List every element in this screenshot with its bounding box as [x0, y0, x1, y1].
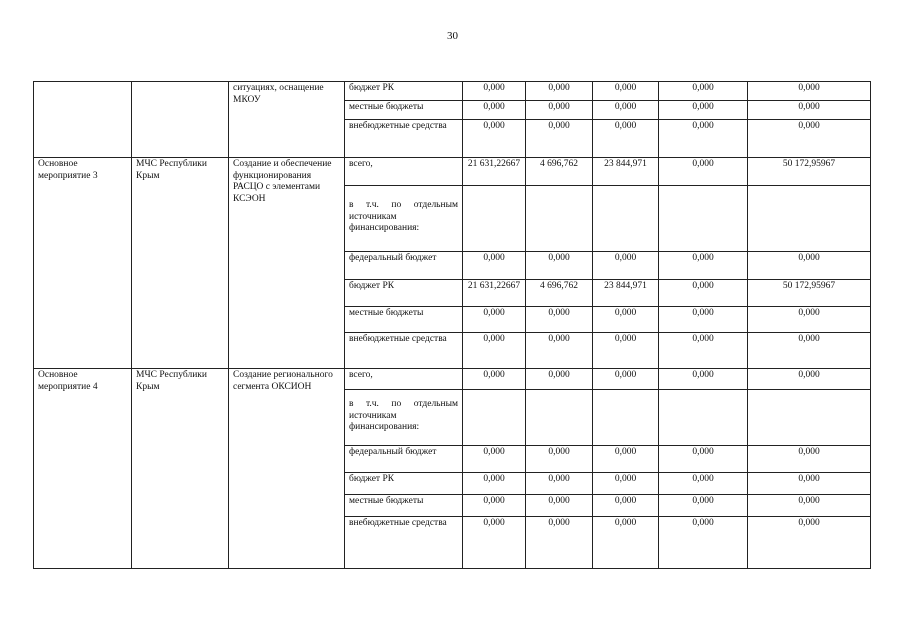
value-cell: 0,000	[748, 101, 871, 120]
event-name-cell: Основное мероприятие 4	[34, 369, 132, 569]
executor-cell	[132, 82, 229, 158]
funding-source-cell: бюджет РК	[345, 280, 463, 307]
value-cell: 0,000	[593, 517, 659, 569]
value-cell: 0,000	[748, 369, 871, 390]
value-cell	[748, 186, 871, 252]
value-cell: 0,000	[463, 473, 526, 495]
funding-source-cell: всего,	[345, 158, 463, 186]
value-cell: 0,000	[463, 82, 526, 101]
value-cell: 0,000	[659, 280, 748, 307]
value-cell: 0,000	[659, 120, 748, 158]
value-cell: 0,000	[659, 446, 748, 473]
table-row	[34, 158, 871, 186]
value-cell: 0,000	[526, 446, 593, 473]
event-name-cell: Основное мероприятие 3	[34, 158, 132, 369]
value-cell: 0,000	[659, 473, 748, 495]
value-cell: 4 696,762	[526, 280, 593, 307]
value-cell: 0,000	[748, 446, 871, 473]
description-cell: Создание и обеспечение функционирования РАСЦО с элементами КСЭОН	[229, 158, 345, 369]
value-cell: 0,000	[526, 120, 593, 158]
value-cell	[659, 390, 748, 446]
value-cell: 0,000	[593, 252, 659, 280]
value-cell: 0,000	[463, 446, 526, 473]
value-cell: 23 844,971	[593, 280, 659, 307]
value-cell: 0,000	[526, 101, 593, 120]
value-cell: 0,000	[748, 495, 871, 517]
value-cell: 0,000	[659, 101, 748, 120]
funding-source-cell: бюджет РК	[345, 473, 463, 495]
description-cell: ситуациях, оснащение МКОУ	[229, 82, 345, 158]
funding-source-cell: местные бюджеты	[345, 495, 463, 517]
value-cell: 0,000	[463, 369, 526, 390]
value-cell: 0,000	[463, 495, 526, 517]
value-cell: 0,000	[463, 252, 526, 280]
value-cell: 0,000	[659, 82, 748, 101]
value-cell: 0,000	[659, 252, 748, 280]
value-cell: 50 172,95967	[748, 280, 871, 307]
value-cell: 21 631,22667	[463, 280, 526, 307]
value-cell: 0,000	[659, 307, 748, 333]
table-row	[34, 369, 871, 390]
value-cell: 0,000	[526, 517, 593, 569]
value-cell: 0,000	[463, 333, 526, 369]
value-cell: 0,000	[593, 307, 659, 333]
value-cell: 0,000	[659, 517, 748, 569]
value-cell: 0,000	[748, 333, 871, 369]
value-cell: 0,000	[463, 517, 526, 569]
table-row	[34, 82, 871, 101]
value-cell: 0,000	[748, 473, 871, 495]
page-number: 30	[447, 30, 458, 42]
executor-cell: МЧС Республики Крым	[132, 158, 229, 369]
value-cell: 0,000	[593, 120, 659, 158]
value-cell: 50 172,95967	[748, 158, 871, 186]
value-cell: 0,000	[526, 252, 593, 280]
value-cell: 0,000	[659, 333, 748, 369]
value-cell: 0,000	[463, 307, 526, 333]
funding-source-cell: бюджет РК	[345, 82, 463, 101]
value-cell: 0,000	[593, 82, 659, 101]
value-cell: 0,000	[526, 495, 593, 517]
description-cell: Создание регионального сегмента ОКСИОН	[229, 369, 345, 569]
funding-source-cell: федеральный бюджет	[345, 446, 463, 473]
value-cell: 0,000	[463, 120, 526, 158]
value-cell: 4 696,762	[526, 158, 593, 186]
funding-source-cell: местные бюджеты	[345, 101, 463, 120]
value-cell: 0,000	[659, 158, 748, 186]
value-cell: 0,000	[526, 473, 593, 495]
value-cell	[593, 390, 659, 446]
value-cell: 0,000	[593, 446, 659, 473]
value-cell	[593, 186, 659, 252]
value-cell: 0,000	[748, 82, 871, 101]
value-cell: 0,000	[593, 473, 659, 495]
value-cell: 0,000	[526, 369, 593, 390]
value-cell	[659, 186, 748, 252]
value-cell: 0,000	[526, 82, 593, 101]
value-cell: 0,000	[593, 495, 659, 517]
value-cell: 0,000	[463, 101, 526, 120]
value-cell: 0,000	[748, 517, 871, 569]
value-cell: 0,000	[593, 101, 659, 120]
funding-source-cell: в т.ч. по отдельным источникам финансирования:	[345, 390, 463, 446]
budget-table	[33, 81, 871, 569]
value-cell: 0,000	[526, 307, 593, 333]
value-cell: 0,000	[748, 120, 871, 158]
value-cell	[526, 186, 593, 252]
value-cell: 23 844,971	[593, 158, 659, 186]
value-cell: 0,000	[748, 307, 871, 333]
event-name-cell	[34, 82, 132, 158]
value-cell	[463, 186, 526, 252]
funding-source-cell: федеральный бюджет	[345, 252, 463, 280]
funding-source-cell: внебюджетные средства	[345, 120, 463, 158]
value-cell	[463, 390, 526, 446]
value-cell: 0,000	[526, 333, 593, 369]
funding-source-cell: в т.ч. по отдельным источникам финансирования:	[345, 186, 463, 252]
funding-source-cell: внебюджетные средства	[345, 517, 463, 569]
value-cell: 0,000	[748, 252, 871, 280]
value-cell	[526, 390, 593, 446]
value-cell: 0,000	[659, 369, 748, 390]
funding-source-cell: местные бюджеты	[345, 307, 463, 333]
value-cell: 0,000	[593, 333, 659, 369]
value-cell: 21 631,22667	[463, 158, 526, 186]
value-cell	[748, 390, 871, 446]
funding-source-cell: всего,	[345, 369, 463, 390]
executor-cell: МЧС Республики Крым	[132, 369, 229, 569]
funding-source-cell: внебюджетные средства	[345, 333, 463, 369]
value-cell: 0,000	[593, 369, 659, 390]
value-cell: 0,000	[659, 495, 748, 517]
